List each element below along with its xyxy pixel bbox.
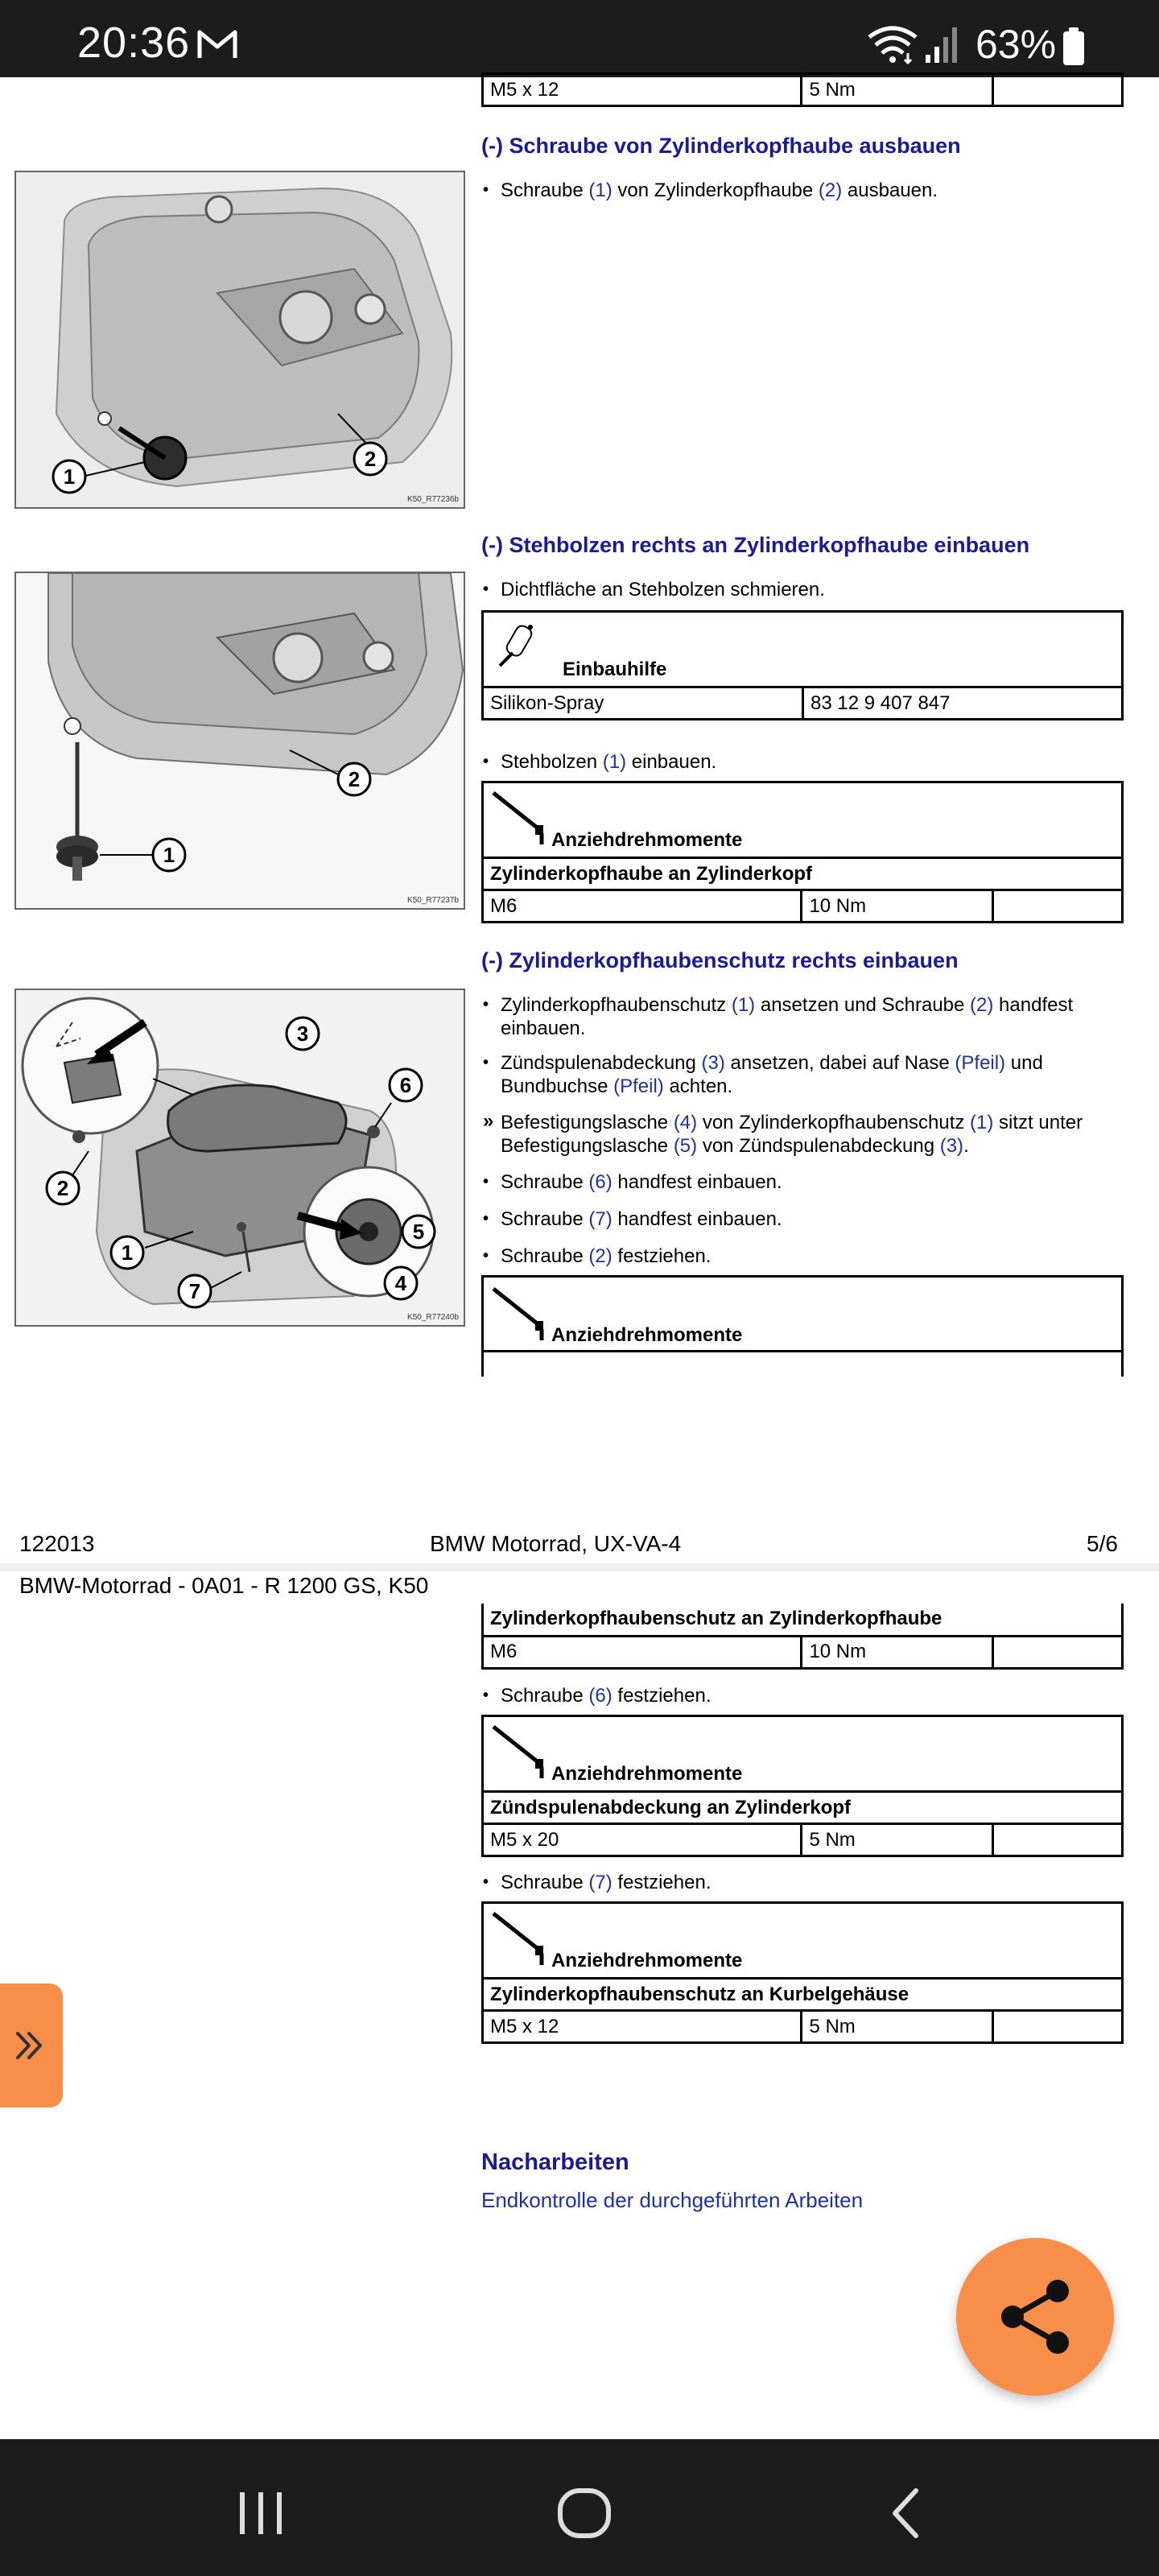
table-cell-empty	[992, 1824, 1122, 1856]
step-guard-3	[483, 1111, 1127, 1158]
callout-6: 6	[399, 1073, 412, 1097]
part-ref[interactable]: (7)	[588, 1208, 612, 1230]
step-text: Zündspulenabdeckung	[501, 1052, 702, 1074]
step-text: Zylinderkopfhaubenschutz	[501, 994, 732, 1016]
page-separator	[0, 1563, 1159, 1571]
table-cell-empty	[992, 890, 1122, 923]
torque-title: Zylinderkopfhaubenschutz an Zylinderkopfhaube	[483, 1604, 1123, 1636]
aid-table	[481, 610, 1124, 720]
back-icon[interactable]	[876, 2481, 940, 2545]
callout-2: 2	[348, 767, 361, 791]
step-text: handfest einbauen.	[612, 1208, 782, 1230]
step-text: von Zylinderkopfhaubenschutz	[697, 1112, 971, 1133]
part-ref[interactable]: (5)	[673, 1135, 698, 1157]
step-bullet: •	[483, 1873, 489, 1891]
step-bullet: •	[483, 1247, 489, 1265]
page-footer-title: BMW Motorrad, UX-VA-4	[430, 1531, 682, 1556]
part-ref[interactable]: (2)	[970, 994, 994, 1016]
callout-1: 1	[163, 843, 175, 867]
step-lubricate	[483, 578, 1127, 601]
part-ref[interactable]: (1)	[970, 1112, 994, 1133]
step-install-stud	[483, 750, 1127, 774]
battery-percent: 63%	[975, 22, 1057, 67]
part-ref[interactable]: (1)	[588, 180, 612, 201]
status-time: 20:36	[77, 19, 191, 67]
step-text: Dichtfläche an Stehbolzen schmieren.	[501, 579, 825, 601]
battery-icon	[1062, 27, 1085, 66]
step-text: Schraube	[501, 1171, 589, 1193]
part-ref[interactable]: (1)	[731, 994, 756, 1016]
torque-title: Zylinderkopfhaube an Zylinderkopf	[483, 858, 1123, 890]
wifi-icon	[866, 24, 919, 64]
step-text: ansetzen, dabei auf Nase	[724, 1052, 955, 1074]
part-ref[interactable]: (6)	[588, 1171, 612, 1193]
share-icon	[956, 2238, 1114, 2396]
step-text: Schraube	[501, 180, 589, 201]
table-cell-size: M6	[483, 890, 802, 923]
part-ref[interactable]: (2)	[818, 180, 843, 201]
part-ref[interactable]: (Pfeil)	[955, 1052, 1006, 1074]
step-text: festziehen.	[612, 1685, 711, 1707]
torque-header-cell	[483, 782, 1123, 858]
step-guard-4	[483, 1170, 1127, 1194]
step-text: .	[963, 1135, 969, 1157]
step-text: von Zündspulenabdeckung	[697, 1135, 940, 1157]
part-ref[interactable]: (1)	[602, 751, 627, 773]
torque-title: Zylinderkopfhaubenschutz an Kurbelgehäuse	[483, 1979, 1123, 2011]
torque-header-cell	[483, 1903, 1123, 1979]
aid-name: Silikon-Spray	[483, 687, 803, 720]
step-text: von Zylinderkopfhaube	[612, 180, 819, 201]
step-text: und Bundbuchse	[501, 1052, 1043, 1097]
step-text: einbauen.	[626, 751, 717, 773]
page-header: BMW-Motorrad - 0A01 - R 1200 GS, K50	[19, 1573, 429, 1598]
step-bullet: •	[483, 753, 489, 770]
page-footer-code: 122013	[19, 1531, 95, 1556]
step-text: ansetzen und Schraube	[755, 994, 971, 1016]
spray-can-icon	[495, 621, 547, 669]
side-panel-toggle[interactable]	[0, 1984, 63, 2107]
gmail-icon	[196, 29, 238, 60]
double-chevron-right-icon	[0, 1984, 63, 2107]
figure-cylinder-head-cover-screw	[14, 171, 465, 509]
step-bullet: •	[483, 1686, 489, 1704]
step-guard-1	[483, 993, 1127, 1040]
step-text: handfest einbauen.	[612, 1171, 782, 1193]
step-guard-5	[483, 1208, 1127, 1231]
final-check-link[interactable]: Endkontrolle der durchgeführten Arbeiten	[481, 2188, 864, 2212]
part-ref[interactable]: (2)	[588, 1245, 612, 1267]
table-cell-torque: 5 Nm	[802, 2011, 992, 2043]
figure-stud-installation	[14, 572, 465, 910]
figure-ref: K50_R77236b	[407, 495, 459, 504]
step-tighten-6	[483, 1684, 1127, 1707]
step-text: Befestigungslasche	[501, 1112, 674, 1133]
aid-header-cell	[483, 612, 1123, 687]
torque-table-truncated	[481, 1275, 1124, 1377]
torque-table-coil-cover	[481, 1715, 1124, 1857]
torque-header-cell	[483, 1716, 1123, 1792]
step-bullet: •	[483, 1210, 489, 1228]
recent-apps-icon[interactable]	[229, 2481, 293, 2545]
section-heading-install-stud: (-) Stehbolzen rechts an Zylinderkopfhaube einbauen	[481, 533, 1030, 557]
table-cell-size: M5 x 12	[483, 74, 802, 106]
table-cell-empty	[992, 1636, 1122, 1668]
torque-wrench-icon	[490, 1909, 551, 1973]
step-bullet: •	[483, 996, 489, 1013]
figure-guard-installation	[14, 989, 465, 1327]
table-cell-size: M6	[483, 1636, 802, 1668]
table-cell-size: M5 x 12	[483, 2011, 802, 2043]
torque-label: Anziehdrehmomente	[551, 1763, 743, 1785]
step-text: festziehen.	[612, 1245, 711, 1267]
callout-2: 2	[364, 447, 377, 471]
signal-icon	[924, 24, 961, 64]
torque-label: Anziehdrehmomente	[551, 829, 743, 851]
step-tighten-7	[483, 1871, 1127, 1894]
aid-part-number: 83 12 9 407 847	[803, 687, 1123, 720]
table-cell-torque: 5 Nm	[802, 74, 992, 106]
step-bullet: »	[483, 1110, 494, 1132]
step-guard-6	[483, 1245, 1127, 1268]
torque-title: Zündspulenabdeckung an Zylinderkopf	[483, 1792, 1123, 1824]
step-text: Stehbolzen	[501, 751, 603, 773]
step-text: Schraube	[501, 1872, 589, 1893]
callout-7: 7	[188, 1279, 201, 1303]
torque-wrench-icon	[490, 1284, 551, 1348]
torque-label: Anziehdrehmomente	[551, 1324, 743, 1346]
callout-5: 5	[412, 1220, 425, 1244]
torque-table-guard-to-crankcase	[481, 1901, 1124, 2044]
part-ref[interactable]: (6)	[588, 1685, 612, 1707]
part-ref[interactable]: (3)	[939, 1135, 964, 1157]
step-text: Schraube	[501, 1685, 589, 1707]
torque-label: Anziehdrehmomente	[551, 1950, 743, 1971]
step-guard-2	[483, 1051, 1127, 1098]
step-text: Schraube	[501, 1208, 589, 1230]
table-cell-empty	[992, 2011, 1122, 2043]
torque-wrench-icon	[490, 1722, 551, 1786]
section-heading-remove-screw: (-) Schraube von Zylinderkopfhaube ausbauen	[481, 134, 961, 158]
callout-1: 1	[63, 464, 76, 489]
torque-table-continued	[481, 72, 1124, 107]
figure-ref: K50_R77240b	[407, 1313, 459, 1322]
step-text: Schraube	[501, 1245, 589, 1267]
aid-label: Einbauhilfe	[563, 658, 667, 680]
torque-wrench-icon	[490, 788, 551, 852]
callout-2: 2	[56, 1176, 69, 1200]
table-cell-torque: 10 Nm	[802, 1636, 992, 1668]
step-remove-screw	[483, 179, 1127, 202]
status-bar	[0, 0, 1159, 77]
table-cell-torque: 10 Nm	[802, 890, 992, 923]
table-cell-torque: 5 Nm	[802, 1824, 992, 1856]
part-ref[interactable]: (3)	[701, 1052, 725, 1074]
share-button[interactable]	[956, 2238, 1114, 2396]
callout-3: 3	[296, 1022, 309, 1046]
table-cell-size: M5 x 20	[483, 1824, 802, 1856]
figure-ref: K50_R77237b	[407, 896, 459, 905]
table-cell-empty	[992, 74, 1122, 106]
step-text: sitzt unter Befestigungslasche	[501, 1112, 1083, 1157]
part-ref[interactable]: (7)	[588, 1872, 612, 1893]
step-bullet: •	[483, 1054, 489, 1071]
part-ref[interactable]: (Pfeil)	[613, 1075, 664, 1097]
section-heading-install-guard: (-) Zylinderkopfhaubenschutz rechts einbauen	[481, 948, 959, 972]
step-text: festziehen.	[612, 1872, 711, 1893]
step-text: achten.	[663, 1075, 733, 1097]
page-number: 5/6	[1087, 1531, 1118, 1556]
step-text: handfest einbauen.	[501, 994, 1074, 1039]
step-bullet: •	[483, 580, 489, 598]
system-nav-bar	[0, 2439, 1159, 2576]
step-text: ausbauen.	[842, 180, 938, 201]
step-bullet: •	[483, 1173, 489, 1191]
torque-table-cover-to-head	[481, 781, 1124, 923]
callout-1: 1	[121, 1241, 134, 1265]
home-icon[interactable]	[552, 2481, 617, 2545]
section-heading-nacharbeiten: Nacharbeiten	[481, 2149, 629, 2175]
part-ref[interactable]: (4)	[673, 1112, 698, 1133]
callout-4: 4	[394, 1271, 407, 1295]
torque-table-guard-to-cover	[481, 1604, 1124, 1670]
step-bullet: •	[483, 181, 489, 199]
